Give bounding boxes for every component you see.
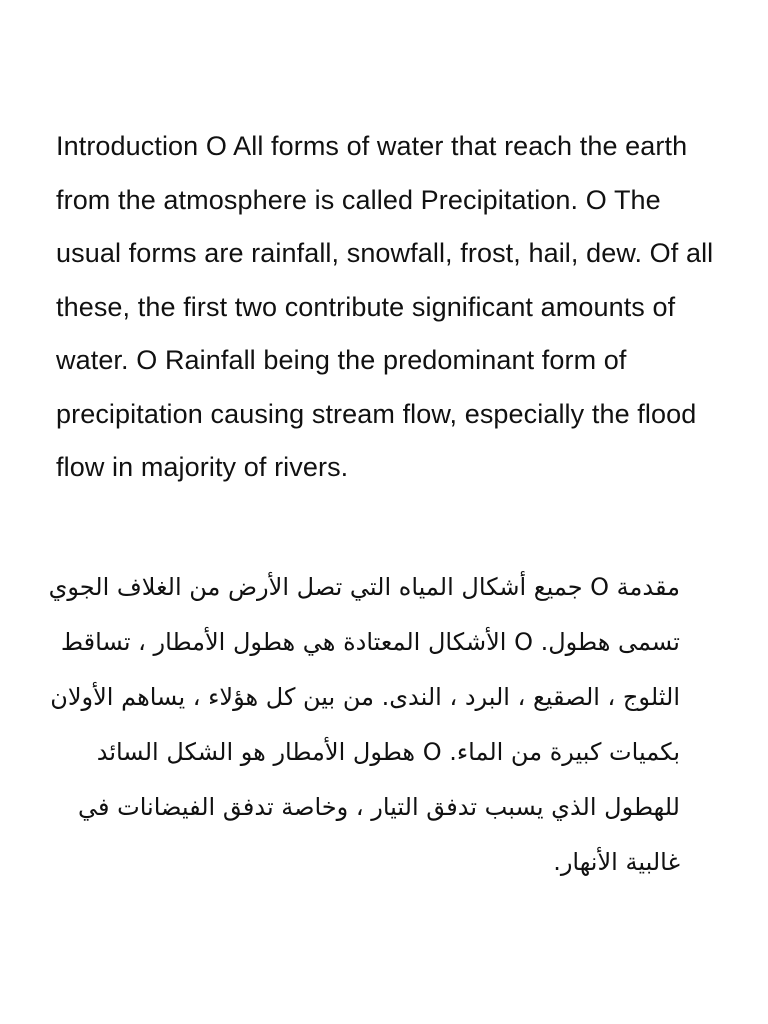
english-paragraph: Introduction O All forms of water that reach the earth from the atmosphere is called Precipitation. O The usual forms are rainfall, snowfall, frost, hail, dew. Of all these, the first two contribute significant amounts of water. O Rainfall being the predominant form of precipitation causing stream flow, especially the flood flow in majority of rivers.	[56, 131, 714, 482]
arabic-paragraph: مقدمة O جميع أشكال المياه التي تصل الأرض من الغلاف الجوي تسمى هطول. O الأشكال المعتادة هي هطول الأمطار ، تساقط الثلوج ، الصقيع ، البرد ، الندى. من بين كل هؤلاء ، يساهم الأولان بكميات كبيرة من الماء. O هطول الأمطار هو الشكل السائد للهطول الذي يسبب تدفق التيار ، وخاصة تدفق الفيضانات في غالبية الأنهار.	[48, 573, 680, 876]
